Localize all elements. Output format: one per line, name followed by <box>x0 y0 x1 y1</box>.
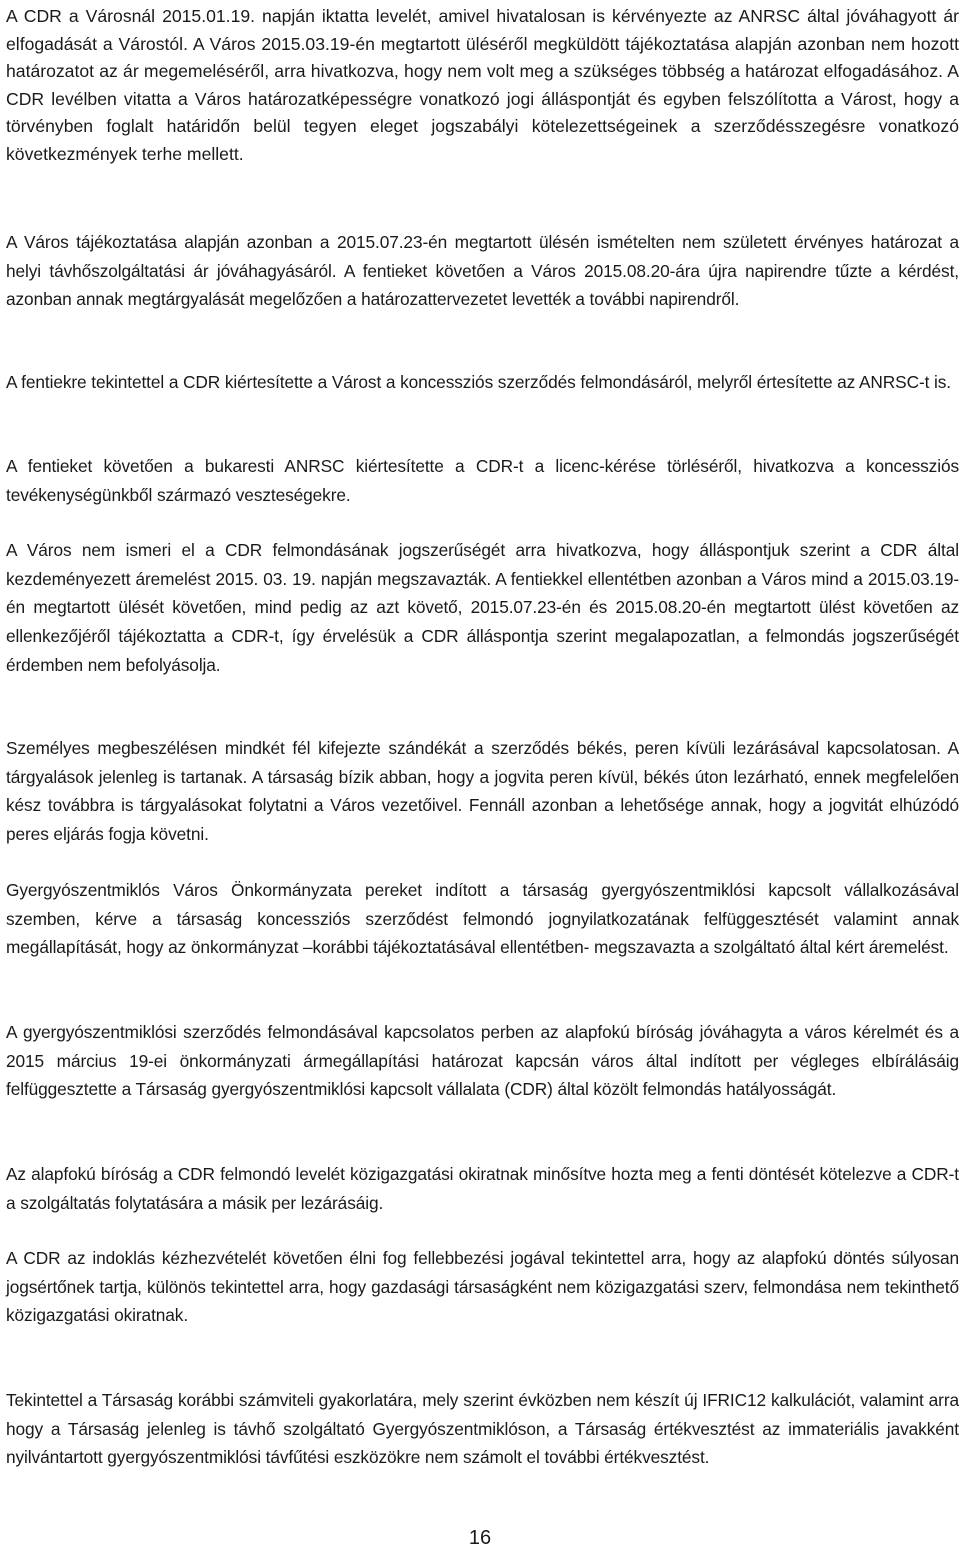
paragraph-5: A Város nem ismeri el a CDR felmondásának jogszerűségét arra hivatkozva, hogy álláspontjuk szerint a CDR által kezdeményezett áremelést 2015. 03. 19. napján megszavazták. A fentiekkel ellentétben azonban a Város mind a 2015.03.19-én megtartott ülését követően, mind pedig az azt követő, 2015.07.23-én és 2015.08.20-én megtartott ülést követően az ellenkezőjéről tájékoztatta a CDR-t, így érvelésük a CDR álláspontja szerint megalapozatlan, a felmondás jogszerűségét érdemben nem befolyásolja. <box>6 540 959 675</box>
paragraph-7: Gyergyószentmiklós Város Önkormányzata pereket indított a társaság gyergyószentmiklósi kapcsolt vállalkozásával szemben, kérve a társaság koncessziós szerződést felmondó jognyilatkozatának felfüggesztését valamint annak megállapítását, hogy az önkormányzat –korábbi tájékoztatásával ellentétben- megszavazta a szolgáltató által kért áremelést. <box>6 880 959 958</box>
page-number: 16 <box>468 1527 492 1549</box>
paragraph-8: A gyergyószentmiklósi szerződés felmondásával kapcsolatos perben az alapfokú bíróság jóváhagyta a város kérelmét és a 2015 március 19-ei önkormányzati ármegállapítási határozat kapcsán város által indított per végleges elbírálásáig felfüggesztette a Társaság gyergyószentmiklósi kapcsolt vállalata (CDR) által közölt felmondás hatályosságát. <box>6 1022 959 1100</box>
paragraph-6: Személyes megbeszélésen mindkét fél kifejezte szándékát a szerződés békés, peren kívüli lezárásával kapcsolatosan. A tárgyalások jelenleg is tartanak. A társaság bízik abban, hogy a jogvita peren kívül, békés úton lezárható, ennek megfelelően kész továbbra is tárgyalásokat folytatni a Város vezetőivel. Fennáll azonban a lehetősége annak, hogy a jogvitát elhúzódó peres eljárás fogja követni. <box>6 738 959 845</box>
paragraph-2: A Város tájékoztatása alapján azonban a 2015.07.23-én megtartott ülésén ismételten nem született érvényes határozat a helyi távhőszolgáltatási ár jóváhagyásáról. A fentieket követően a Város 2015.08.20-ára újra napirendre tűzte a kérdést, azonban annak megtárgyalását megelőzően a határozattervezetet levették a további napirendről. <box>6 232 959 310</box>
paragraph-11: Tekintettel a Társaság korábbi számviteli gyakorlatára, mely szerint évközben nem készít új IFRIC12 kalkulációt, valamint arra hogy a Társaság jelenleg is távhő szolgáltató Gyergyószentmiklóson, a Társaság értékvesztést az immateriális javakként nyilvántartott gyergyószentmiklósi távfűtési eszközökre nem számolt el további értékvesztést. <box>6 1390 959 1468</box>
paragraph-10: A CDR az indoklás kézhezvételét követően élni fog fellebbezési jogával tekintettel arra, hogy az alapfokú döntés súlyosan jogsértőnek tartja, különös tekintettel arra, hogy gazdasági társaságként nem közigazgatási szerv, felmondása nem tekinthető közigazgatási okiratnak. <box>6 1248 959 1326</box>
paragraph-4: A fentieket követően a bukaresti ANRSC kiértesítette a CDR-t a licenc-kérése törléséről, hivatkozva a koncessziós tevékenységünkből származó veszteségekre. <box>6 456 959 505</box>
paragraph-3: A fentiekre tekintettel a CDR kiértesítette a Várost a koncessziós szerződés felmondásáról, melyről értesítette az ANRSC-t is. <box>6 372 951 392</box>
paragraph-1: A CDR a Városnál 2015.01.19. napján iktatta levelét, amivel hivatalosan is kérvényezte az ANRSC által jóváhagyott ár elfogadását a Várostól. A Város 2015.03.19-én megtartott üléséről megküldött tájékoztatása alapján azonban nem hozott határozatot az ár megemeléséről, arra hivatkozva, hogy nem volt meg a szükséges többség a határozat elfogadásához. A CDR levélben vitatta a Város határozatképességre vonatkozó jogi álláspontját és egyben felszólította a Várost, hogy a törvényben foglalt határidőn belül tegyen eleget jogszabályi kötelezettségeinek a szerződésszegésre vonatkozó következmények terhe mellett. <box>6 6 959 164</box>
paragraph-9: Az alapfokú bíróság a CDR felmondó levelét közigazgatási okiratnak minősítve hozta meg a fenti döntését kötelezve a CDR-t a szolgáltatás folytatására a másik per lezárásáig. <box>6 1164 959 1213</box>
